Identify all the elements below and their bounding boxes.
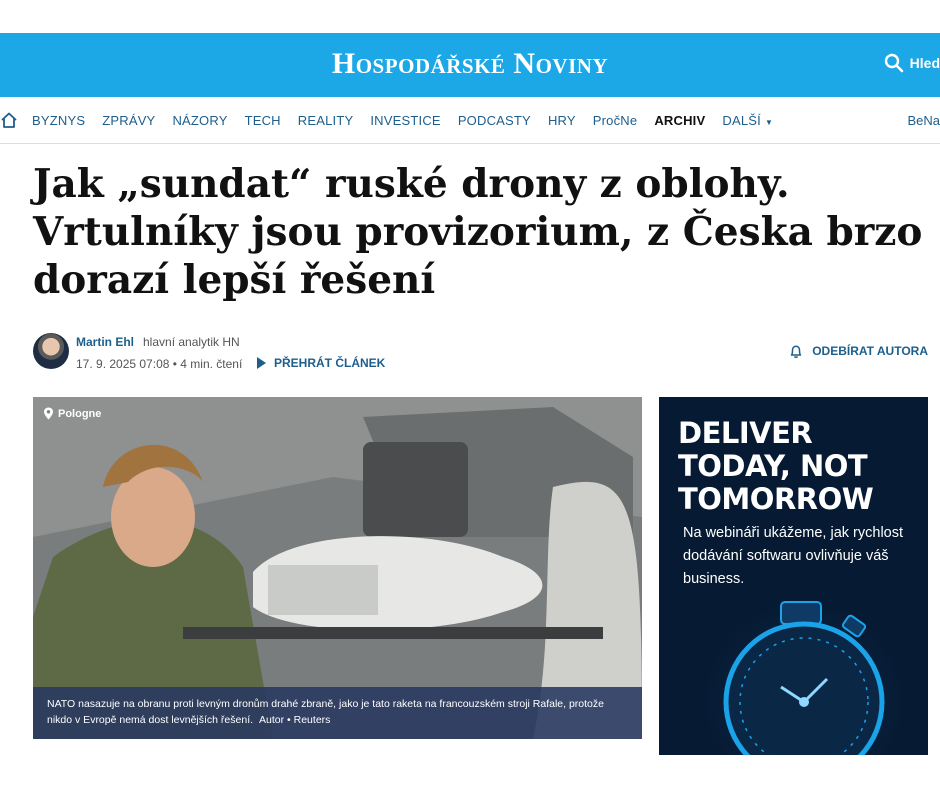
nav-item-investice[interactable]: INVESTICE	[370, 112, 441, 128]
advertisement-banner[interactable]	[659, 397, 928, 755]
site-header	[0, 33, 940, 97]
author-row	[33, 331, 928, 375]
play-article-button[interactable]	[257, 356, 385, 370]
nav-item-tech[interactable]: TECH	[244, 112, 281, 128]
home-icon[interactable]	[0, 111, 18, 129]
photo-caption	[33, 687, 642, 739]
nav-right-link[interactable]: BeNa	[907, 113, 940, 128]
article-headline: Jak „sundat“ ruské drony z oblohy. Vrtulníky jsou provizorium, z Česka brzo dorazí lepší řešení	[33, 161, 923, 303]
ad-text: Na webináři ukážeme, jak rychlost dodávání softwaru ovlivňuje váš business.	[683, 525, 904, 587]
photo-location-label: Pologne	[58, 407, 102, 420]
nav-item-dalsi-label: DALŠÍ	[722, 112, 761, 128]
nav-item-reality[interactable]: REALITY	[297, 112, 354, 128]
bell-icon	[788, 343, 804, 359]
chevron-down-icon: ▼	[764, 117, 774, 127]
ad-headline: DELIVER TODAY, NOT TOMORROW	[678, 416, 874, 516]
nav-item-hry[interactable]: HRY	[547, 112, 576, 128]
stopwatch-icon	[659, 397, 928, 755]
site-logo[interactable]: Hospodářské Noviny	[331, 47, 609, 80]
play-article-label: PŘEHRÁT ČLÁNEK	[274, 356, 386, 370]
follow-author-label: ODEBÍRAT AUTORA	[812, 344, 928, 358]
nav-item-dalsi-dropdown[interactable]	[722, 113, 773, 128]
search-button[interactable]	[884, 53, 940, 73]
article-photo[interactable]	[33, 397, 642, 739]
author-name[interactable]: Martin Ehl	[76, 335, 135, 349]
nav-item-zpravy[interactable]: ZPRÁVY	[102, 112, 156, 128]
photo-location	[43, 407, 101, 420]
nav-item-procne[interactable]: PročNe	[592, 112, 638, 128]
search-icon	[884, 53, 904, 73]
photo-credit: Autor • Reuters	[259, 714, 331, 726]
follow-author-button[interactable]	[788, 343, 928, 359]
nav-item-nazory[interactable]: NÁZORY	[172, 112, 228, 128]
author-role: hlavní analytik HN	[143, 335, 240, 349]
play-icon	[257, 357, 266, 369]
nav-item-byznys[interactable]: BYZNYS	[32, 112, 86, 128]
search-label: Hled	[909, 55, 940, 71]
photo-caption-text: NATO nasazuje na obranu proti levným dronům drahé zbraně, jako je tato raketa na francouzském stroji Rafale, protože nikdo v Evropě nemá dost levnějších řešení.	[47, 698, 604, 726]
main-navigation	[0, 97, 940, 144]
author-avatar[interactable]	[33, 333, 69, 369]
location-pin-icon	[43, 407, 54, 420]
nav-item-podcasty[interactable]: PODCASTY	[457, 112, 531, 128]
article-meta: 17. 9. 2025 07:08 • 4 min. čtení	[76, 357, 243, 371]
nav-item-archiv[interactable]: ARCHIV	[654, 112, 706, 128]
